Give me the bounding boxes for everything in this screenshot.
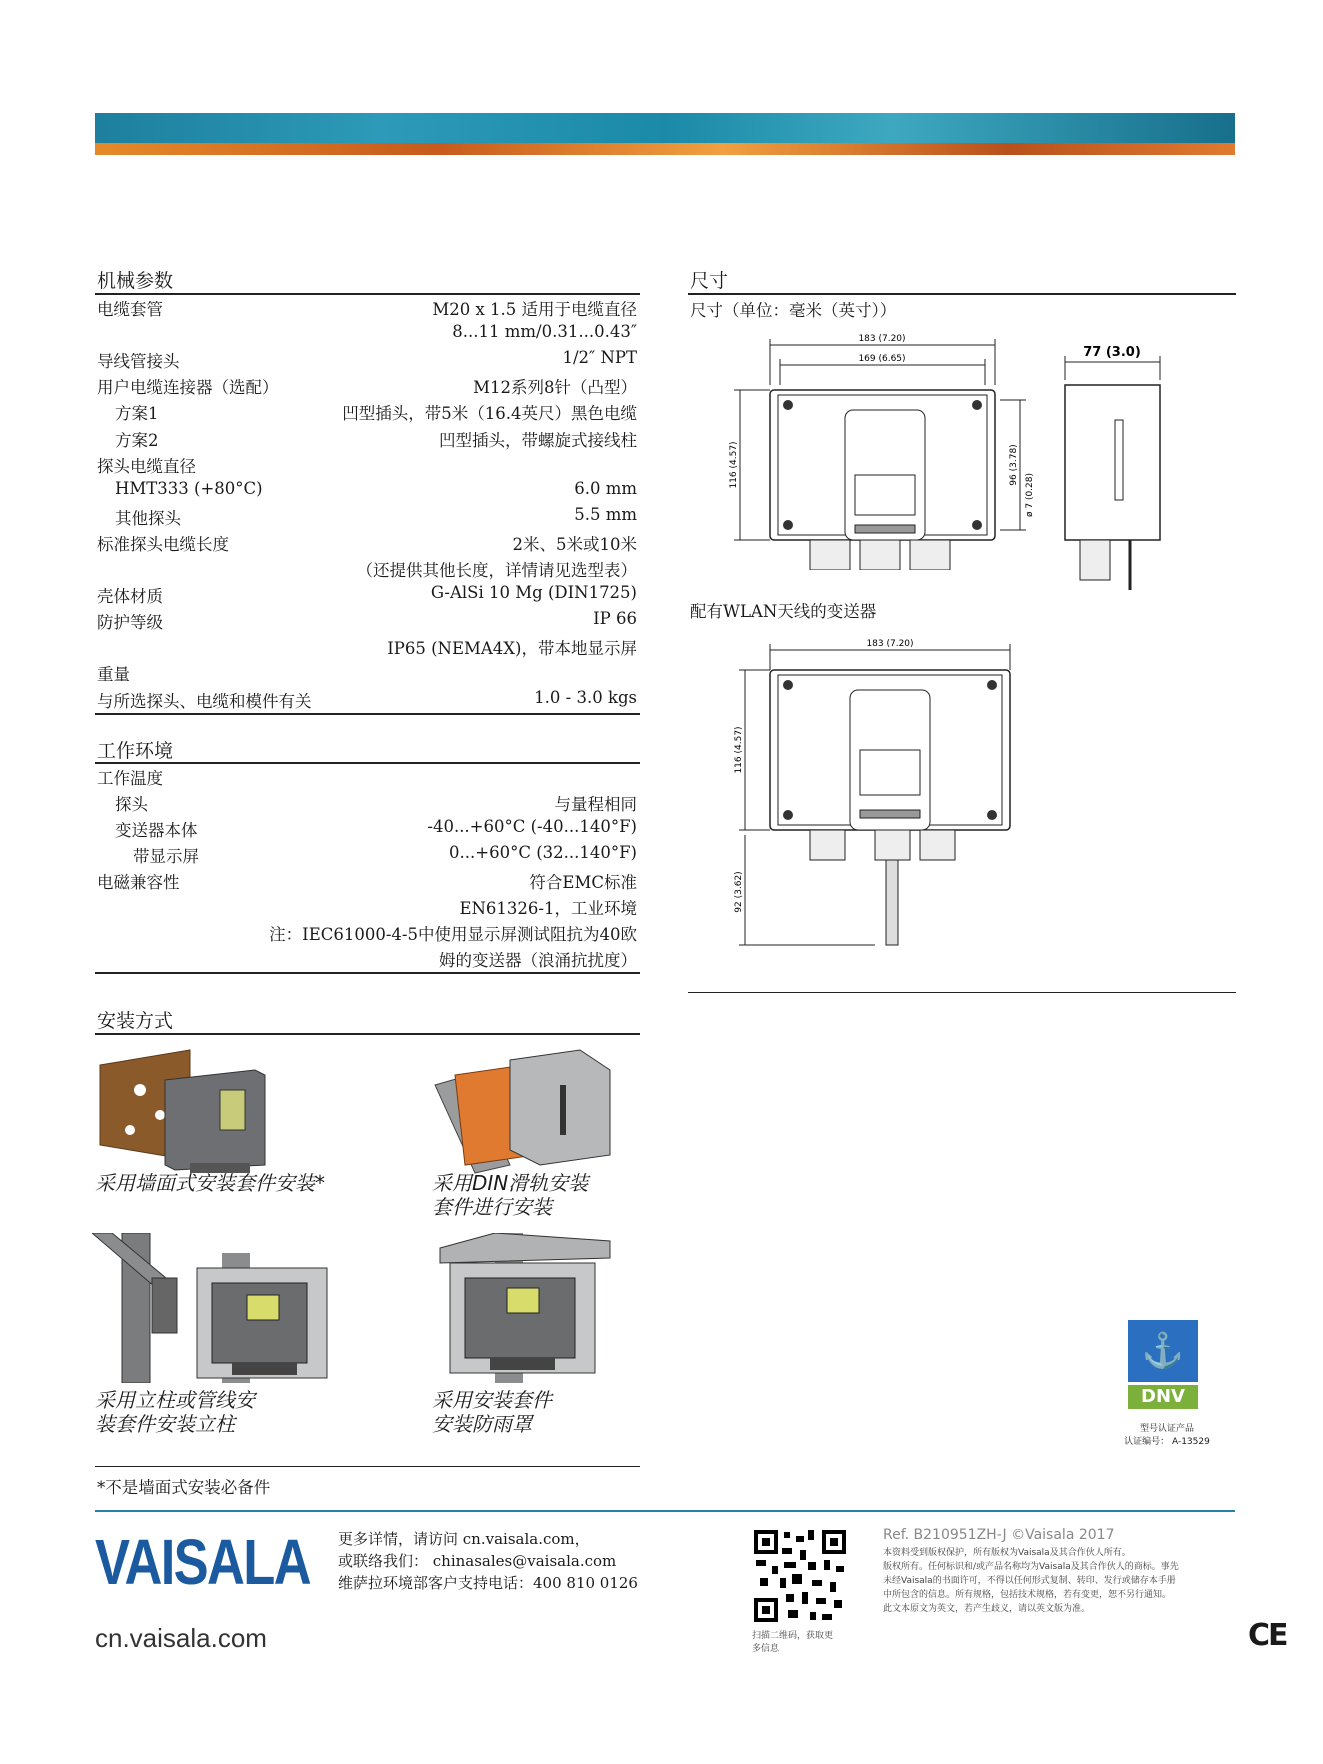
mechanical-end-rule bbox=[95, 713, 640, 715]
caption-din: 采用DIN滑轨安装 套件进行安装 bbox=[432, 1171, 589, 1219]
mechanical-row-value: 1.0 - 3.0 kgs bbox=[534, 687, 637, 707]
front-hole-label: ø 7 (0.28) bbox=[1025, 472, 1035, 518]
mechanical-row-value: 凹型插头，带螺旋式接线柱 bbox=[439, 430, 637, 450]
mechanical-row-value: M12系列8针（凸型） bbox=[473, 378, 637, 398]
environment-row-value: -40...+60°C (-40...140°F) bbox=[427, 817, 637, 836]
environment-row-value: 姆的变送器（浪涌抗扰度） bbox=[439, 951, 637, 970]
banner-blue-stripe bbox=[95, 113, 1235, 143]
mounting-end-rule bbox=[95, 1466, 640, 1467]
mounting-footnote: *不是墙面式安装必备件 bbox=[97, 1478, 271, 1497]
mechanical-row-label: 方案1 bbox=[115, 404, 159, 424]
mechanical-row-value: IP 66 bbox=[593, 609, 637, 629]
caption-wall: 采用墙面式安装套件安装* bbox=[95, 1171, 325, 1195]
front-inner-width-label: 169 (6.65) bbox=[858, 354, 906, 364]
pole-mount-image bbox=[92, 1233, 342, 1383]
footer-rule bbox=[95, 1510, 1235, 1512]
dnv-text: 型号认证产品 认证编号： A-13529 bbox=[1124, 1424, 1210, 1447]
header-banner bbox=[95, 113, 1235, 155]
mechanical-row-value: 8...11 mm/0.31...0.43″ bbox=[452, 322, 637, 342]
mechanical-row-value: （还提供其他长度，详情请见选型表） bbox=[356, 561, 637, 580]
mechanical-row-label: 导线管接头 bbox=[97, 352, 180, 372]
wlan-title: 配有WLAN天线的变送器 bbox=[690, 602, 877, 621]
wlan-height-label: 116 (4.57) bbox=[734, 726, 744, 774]
mechanical-row-label: 其他探头 bbox=[115, 508, 181, 528]
environment-row-label: 探头 bbox=[115, 795, 148, 814]
mechanical-row-value: 1/2″ NPT bbox=[562, 348, 637, 368]
front-height-right-label: 96 (3.78) bbox=[1009, 444, 1019, 486]
din-rail-mount-image bbox=[430, 1045, 620, 1175]
dimensions-subtitle: 尺寸（单位：毫米（英寸）） bbox=[690, 301, 897, 320]
mechanical-row-label: 方案2 bbox=[115, 430, 159, 450]
environment-title: 工作环境 bbox=[97, 740, 174, 762]
side-view-drawing bbox=[1055, 340, 1190, 590]
mounting-rule bbox=[95, 1033, 640, 1035]
vaisala-logo: VAISALA bbox=[95, 1526, 310, 1598]
anchor-icon: ⚓ bbox=[1128, 1320, 1198, 1382]
environment-row-label: 变送器本体 bbox=[115, 821, 198, 840]
mechanical-row-label: 电缆套管 bbox=[97, 300, 163, 319]
mechanical-row-label: 用户电缆连接器（选配） bbox=[97, 378, 279, 398]
rain-shield-mount-image bbox=[435, 1233, 615, 1383]
environment-end-rule bbox=[95, 972, 640, 974]
footer-contact: 更多详情，请访问 cn.vaisala.com， 或联络我们： chinasales@vaisala.com 维萨拉环境部客户支持电话：400 810 0126 bbox=[338, 1530, 638, 1592]
environment-row-value: 与量程相同 bbox=[554, 795, 637, 814]
environment-row-value: 符合EMC标准 bbox=[529, 873, 637, 892]
dnv-logo: DNV bbox=[1128, 1385, 1198, 1409]
environment-row-label: 工作温度 bbox=[97, 769, 163, 788]
mechanical-row-value: 凹型插头，带5米（16.4英尺）黑色电缆 bbox=[342, 404, 637, 424]
mechanical-row-label: 防护等级 bbox=[97, 613, 163, 633]
mechanical-title: 机械参数 bbox=[97, 270, 174, 292]
mechanical-row-value: IP65 (NEMA4X)，带本地显示屏 bbox=[387, 639, 637, 659]
mechanical-row-value: 5.5 mm bbox=[574, 504, 637, 524]
caption-pole: 采用立柱或管线安 装套件安装立柱 bbox=[95, 1388, 255, 1436]
mechanical-rule bbox=[95, 293, 640, 295]
dimensions-end-rule bbox=[688, 992, 1236, 993]
mechanical-row-label: 与所选探头、电缆和模件有关 bbox=[97, 691, 312, 711]
mechanical-row-value: 2米、5米或10米 bbox=[512, 534, 637, 554]
dimensions-title: 尺寸 bbox=[690, 270, 729, 292]
footer-ref: Ref. B210951ZH-J ©Vaisala 2017 bbox=[883, 1527, 1115, 1543]
dnv-badge bbox=[1128, 1320, 1198, 1415]
wall-mount-image bbox=[95, 1045, 285, 1175]
mechanical-row-value: G-AlSi 10 Mg (DIN1725) bbox=[430, 583, 637, 603]
environment-rule bbox=[95, 762, 640, 764]
wlan-antenna-label: 92 (3.62) bbox=[734, 871, 744, 913]
environment-row-value: EN61326-1，工业环境 bbox=[459, 899, 637, 918]
side-depth-label: 77 (3.0) bbox=[1083, 345, 1141, 360]
mechanical-row-label: 重量 bbox=[97, 665, 130, 685]
mechanical-row-value: M20 x 1.5 适用于电缆直径 bbox=[432, 300, 637, 319]
footer-website[interactable]: cn.vaisala.com bbox=[95, 1623, 267, 1653]
environment-row-label: 电磁兼容性 bbox=[97, 873, 180, 892]
mechanical-row-label: 标准探头电缆长度 bbox=[97, 534, 229, 554]
mechanical-row-label: 探头电缆直径 bbox=[97, 456, 196, 476]
banner-orange-stripe bbox=[95, 143, 1235, 155]
caption-rain: 采用安装套件 安装防雨罩 bbox=[432, 1388, 552, 1436]
mechanical-row-value: 6.0 mm bbox=[574, 478, 637, 498]
mounting-title: 安装方式 bbox=[97, 1010, 174, 1032]
wlan-width-label: 183 (7.20) bbox=[866, 639, 914, 649]
environment-row-value: 0...+60°C (32...140°F) bbox=[449, 843, 637, 862]
qr-caption: 扫描二维码，获取更 多信息 bbox=[752, 1631, 834, 1654]
ce-mark-icon: CE bbox=[1248, 1618, 1287, 1653]
dimensions-rule bbox=[688, 293, 1236, 295]
mechanical-row-label: HMT333 (+80°C) bbox=[115, 478, 263, 498]
footer-legal: 本资料受到版权保护，所有版权为Vaisala及其合作伙人所有。 版权所有。任何标识和/或产品名称均为Vaisala及其合作伙人的商标。事先 未经Vaisala的书面许可，不得以任何形式复制、转印、发行或储存本手册 中所包含的信息。所有规格，包括技术规格，若有变更，恕不另行通知。 此文本原文为英文，若产生歧义，请以英文版为准。 bbox=[883, 1548, 1179, 1614]
mechanical-row-label: 壳体材质 bbox=[97, 587, 163, 607]
environment-row-value: 注：IEC61000-4-5中使用显示屏测试阻抗为40欧 bbox=[269, 925, 637, 944]
front-height-left-label: 116 (4.57) bbox=[729, 441, 739, 489]
front-view-drawing bbox=[720, 325, 1040, 570]
wlan-drawing bbox=[725, 630, 1025, 950]
environment-row-label: 带显示屏 bbox=[133, 847, 199, 866]
front-outer-width-label: 183 (7.20) bbox=[858, 334, 906, 344]
qr-code-icon bbox=[752, 1528, 848, 1624]
